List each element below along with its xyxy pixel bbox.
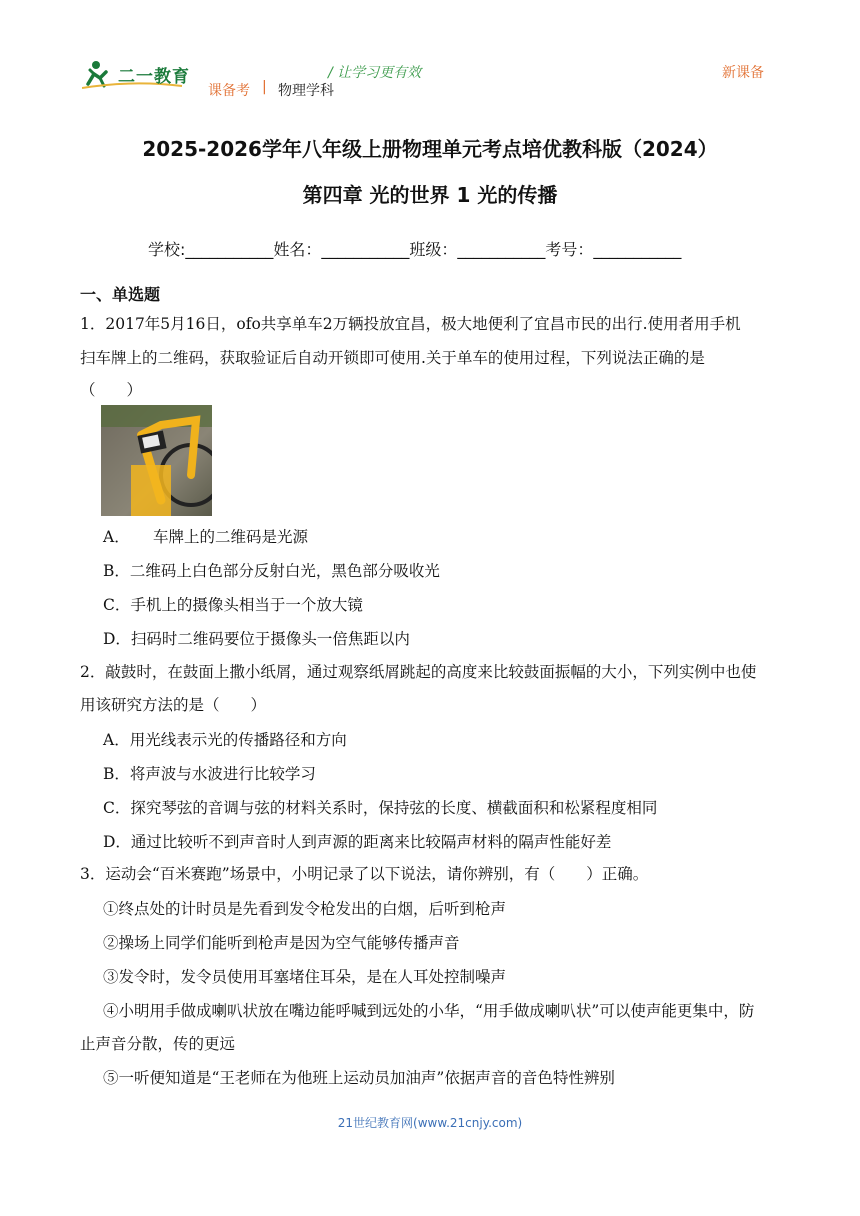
question-3-statement-1: ①终点处的计时员是先看到发令枪发出的白烟，后听到枪声 bbox=[103, 900, 507, 918]
question-1-option-d: D．扫码时二维码要位于摄像头一倍焦距以内 bbox=[103, 630, 410, 648]
question-1-option-b: B．二维码上白色部分反射白光，黑色部分吸收光 bbox=[103, 562, 440, 580]
page-title: 2025-2026学年八年级上册物理单元考点培优教科版（2024） bbox=[142, 137, 718, 161]
question-3-statement-4-cont: 止声音分散，传的更远 bbox=[80, 1035, 236, 1053]
question-1-line-1: 1．2017年5月16日，ofo共享单车2万辆投放宜昌，极大地便利了宜昌市民的出行.使用者用手机 bbox=[80, 315, 741, 333]
chapter-title: 第四章 光的世界 1 光的传播 bbox=[302, 183, 558, 207]
logo-text: 二一教育 bbox=[118, 67, 190, 87]
student-info-line: 学校:___________姓名：___________班级：___________考号：___________ bbox=[148, 240, 682, 259]
bicycle-photo bbox=[101, 405, 212, 516]
question-3-statement-3: ③发令时，发令员使用耳塞堵住耳朵，是在人耳处控制噪声 bbox=[103, 968, 507, 986]
question-3-statement-5: ⑤一听便知道是“王老师在为他班上运动员加油声”依据声音的音色特性辨别 bbox=[103, 1069, 615, 1087]
question-1-line-3: （ ） bbox=[80, 381, 143, 399]
section-title: 一、单选题 bbox=[80, 285, 161, 304]
question-2-line-1: 2．敲鼓时，在鼓面上撒小纸屑，通过观察纸屑跳起的高度来比较鼓面振幅的大小，下列实例中也使 bbox=[80, 663, 757, 681]
bicycle-image-icon bbox=[101, 405, 212, 516]
question-2-line-2: 用该研究方法的是（ ） bbox=[80, 696, 267, 714]
header-separator: | bbox=[262, 79, 267, 95]
slogan: / 让学习更有效 bbox=[328, 65, 422, 81]
question-1-option-a: A． 车牌上的二维码是光源 bbox=[103, 528, 308, 546]
new-course-label: 新课备 bbox=[722, 65, 764, 81]
footer-source: 21世纪教育网(www.21cnjy.com) bbox=[337, 1116, 523, 1130]
question-2-option-b: B．将声波与水波进行比较学习 bbox=[103, 765, 316, 783]
question-3-statement-2: ②操场上同学们能听到枪声是因为空气能够传播声音 bbox=[103, 934, 460, 952]
question-1-option-c: C．手机上的摄像头相当于一个放大镜 bbox=[103, 596, 363, 614]
question-3-statement-4: ④小明用手做成喇叭状放在嘴边能呼喊到远处的小华，“用手做成喇叭状”可以使声能更集中，防 bbox=[103, 1002, 755, 1020]
question-2-option-c: C．探究琴弦的音调与弦的材料关系时，保持弦的长度、横截面积和松紧程度相同 bbox=[103, 799, 658, 817]
question-1-line-2: 扫车牌上的二维码，获取验证后自动开锁即可使用.关于单车的使用过程，下列说法正确的是 bbox=[80, 349, 705, 367]
subject-label: 物理学科 bbox=[278, 83, 334, 99]
question-3-line-1: 3．运动会“百米赛跑”场景中，小明记录了以下说法，请你辨别，有（ ）正确。 bbox=[80, 865, 649, 883]
question-2-option-a: A．用光线表示光的传播路径和方向 bbox=[103, 731, 347, 749]
prep-label: 课备考 bbox=[208, 83, 250, 99]
question-2-option-d: D．通过比较听不到声音时人到声源的距离来比较隔声材料的隔声性能好差 bbox=[103, 833, 612, 851]
